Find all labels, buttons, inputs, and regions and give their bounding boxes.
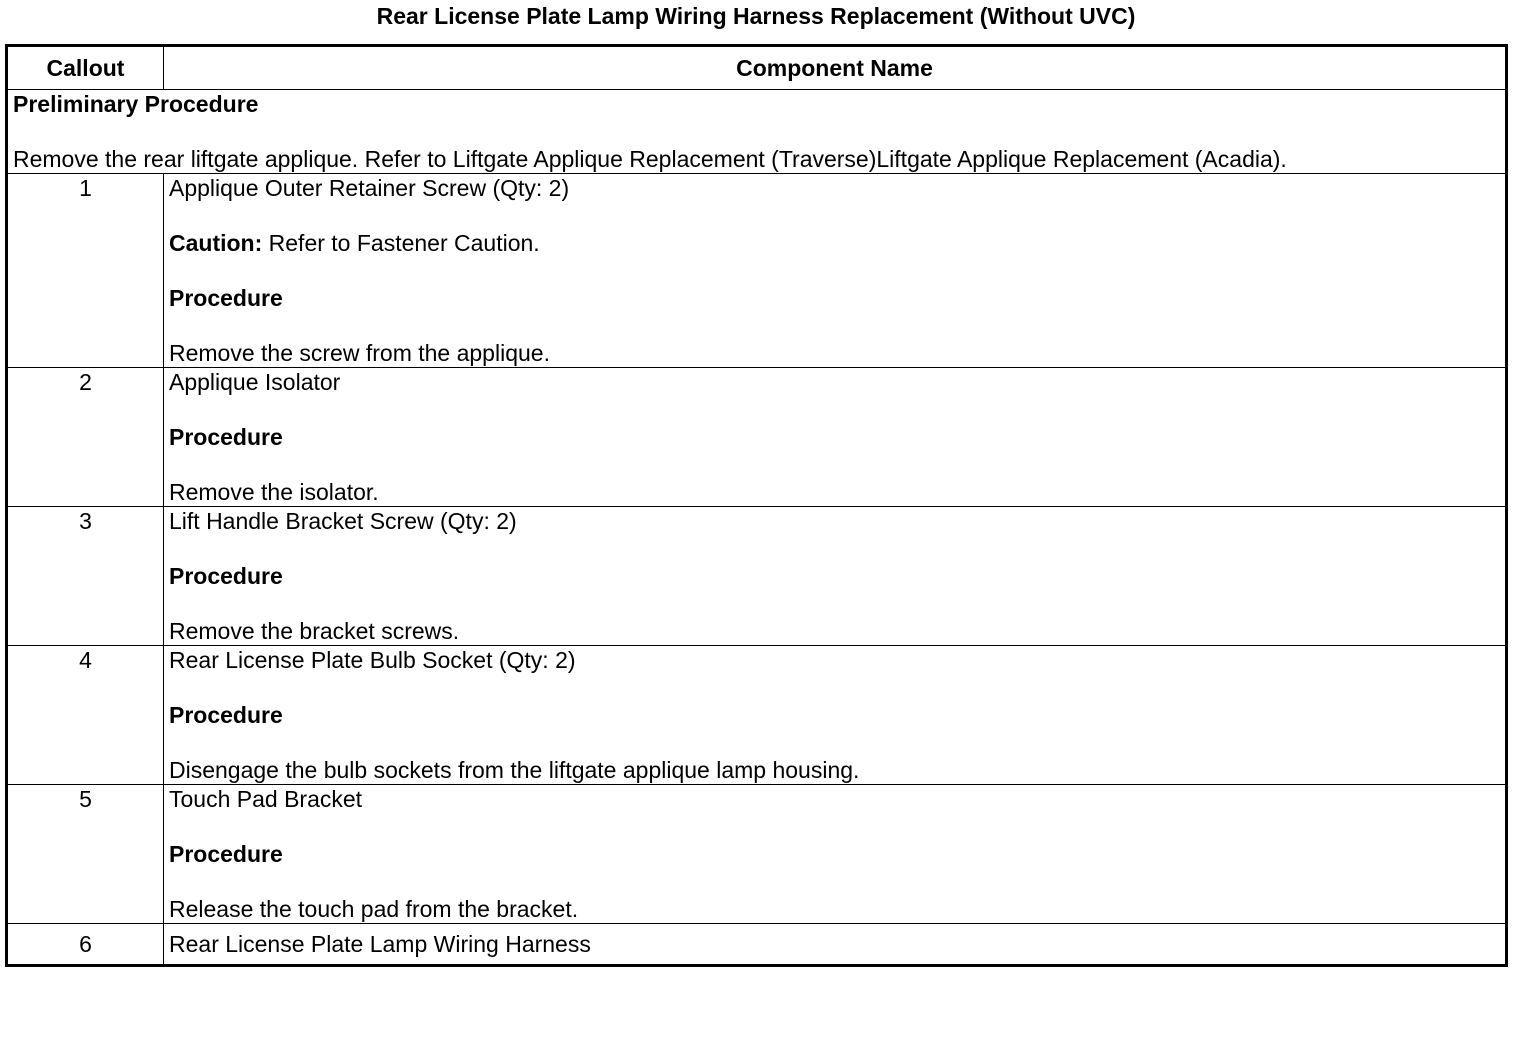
procedure-label: Procedure [169,841,283,867]
component-name-column-header: Component Name [164,46,1507,90]
preliminary-row [7,90,1507,174]
table-row [7,646,1507,785]
table-row [7,507,1507,646]
table-row [7,924,1507,966]
procedure-text: Remove the bracket screws. [169,618,460,644]
procedure-text: Release the touch pad from the bracket. [169,896,579,922]
callout-number: 1 [7,174,164,368]
component-name: Rear License Plate Lamp Wiring Harness [164,924,1507,966]
preliminary-cell [7,90,1507,174]
component-name: Applique Outer Retainer Screw (Qty: 2) [169,175,570,201]
procedure-table [5,44,1508,967]
procedure-text: Remove the screw from the applique. [169,340,550,366]
component-name: Lift Handle Bracket Screw (Qty: 2) [169,508,517,534]
procedure-label: Procedure [169,702,283,728]
table-header-row [7,46,1507,90]
callout-number: 4 [7,646,164,785]
procedure-label: Procedure [169,563,283,589]
callout-column-header: Callout [7,46,164,90]
component-cell [164,646,1507,785]
callout-number: 5 [7,785,164,924]
component-cell [164,368,1507,507]
callout-number: 6 [7,924,164,966]
table-row [7,174,1507,368]
procedure-label: Procedure [169,424,283,450]
procedure-text: Remove the isolator. [169,479,379,505]
component-cell [164,507,1507,646]
caution-text: Refer to Fastener Caution. [262,230,540,256]
component-name: Touch Pad Bracket [169,786,363,812]
table-row [7,785,1507,924]
page-title: Rear License Plate Lamp Wiring Harness Replacement (Without UVC) [376,3,1136,29]
procedure-text: Disengage the bulb sockets from the liftgate applique lamp housing. [169,757,860,783]
caution-label: Caution: [169,230,263,256]
caution-line [169,229,1500,257]
preliminary-text: Remove the rear liftgate applique. Refer to Liftgate Applique Replacement (Traverse)Liftgate Applique Replacement (Acadia). [13,146,1287,172]
preliminary-heading: Preliminary Procedure [13,91,259,117]
component-name: Rear License Plate Bulb Socket (Qty: 2) [169,647,576,673]
table-row [7,368,1507,507]
callout-number: 3 [7,507,164,646]
callout-number: 2 [7,368,164,507]
component-name: Applique Isolator [169,369,341,395]
component-cell [164,785,1507,924]
component-cell [164,174,1507,368]
procedure-label: Procedure [169,285,283,311]
